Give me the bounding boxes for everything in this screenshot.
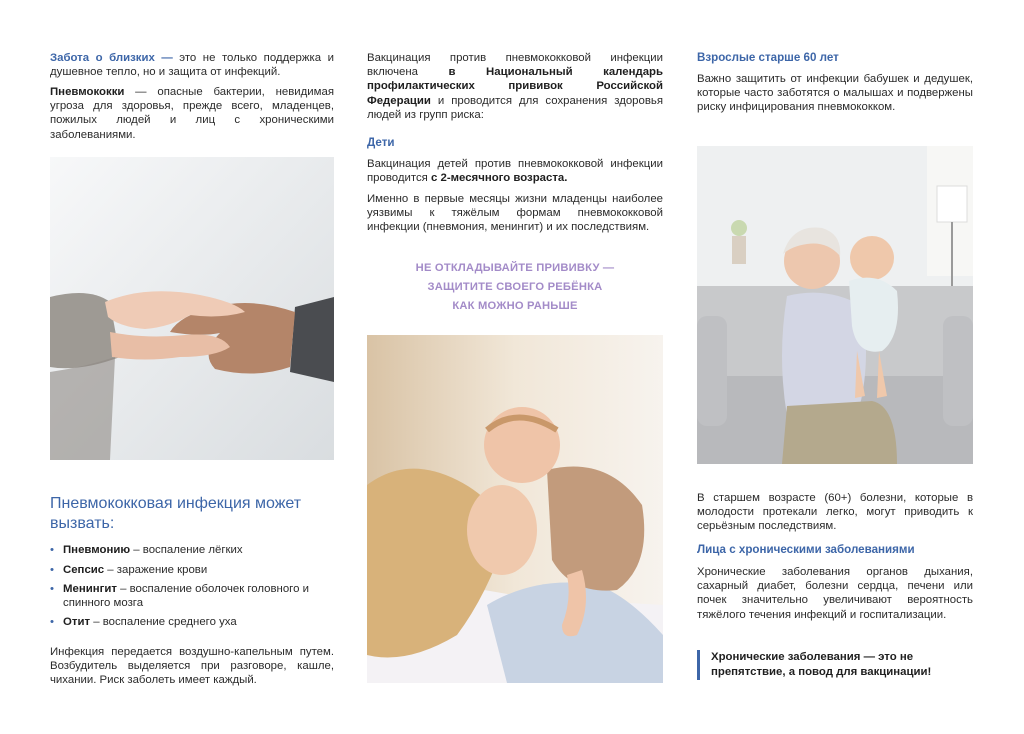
intro-part-a: Вакцинация против пневмококковой инфекции включена (367, 52, 663, 79)
slogan-line-1: НЕ ОТКЛАДЫВАЙТЕ ПРИВИВКУ — (415, 262, 615, 274)
chronic-quote: Хронические заболевания — это не препятствие, а повод для вакцинации! (697, 650, 951, 680)
list-desc: – заражение крови (104, 563, 208, 576)
children-age: с 2-месячного возраста. (430, 172, 568, 185)
children-paragraph-2: Именно в первые месяцы жизни младенцы наиболее уязвимы к тяжёлым формам пневмококковой инфекции (пневмония, менингит) и их последствиям. (367, 193, 663, 234)
list-term: Пневмонию (63, 544, 131, 556)
children-title: Дети (367, 136, 395, 149)
children-text-a: Вакцинация детей против пневмококковой инфекции проводится (367, 158, 663, 185)
children-paragraph-1 (367, 157, 663, 185)
grandmother-baby-photo (697, 146, 973, 464)
chronic-title: Лица с хроническими заболеваниями (697, 543, 915, 556)
mother-baby-photo (367, 335, 663, 683)
transmission-paragraph: Инфекция передается воздушно-капельным путем. Возбудитель выделяется при разговоре, кашле, чихании. Риск заболеть имеет каждый. (50, 646, 334, 687)
chronic-paragraph: Хронические заболевания органов дыхания, сахарный диабет, болезни сердца, печени или почек значительно увеличивают вероятность тяжёлого течения инфекций и госпитализации. (697, 566, 973, 621)
list-term: Отит (63, 616, 91, 629)
complications-list (50, 544, 334, 636)
list-term: Сепсис (63, 563, 105, 576)
slogan (367, 259, 663, 316)
grandmother-baby-illustration (697, 146, 973, 464)
pneumococci-term: Пневмококки (50, 86, 125, 98)
care-text: это не только поддержка и душевное тепло, но и защита от инфекций. (50, 52, 334, 79)
list-item (50, 583, 334, 610)
intro-part-c: и проводится для сохранения здоровья людей из групп риска: (367, 94, 663, 121)
care-paragraph (50, 51, 334, 79)
list-item (50, 564, 334, 578)
pneumococci-text: — опасные бактерии, невидимая угроза для здоровья, прежде всего, младенцев, пожилых людей и лиц с хроническими заболеваниями. (50, 86, 334, 141)
mother-baby-illustration (367, 335, 663, 683)
care-lead: Забота о близких — (50, 52, 173, 64)
pneumococci-paragraph (50, 85, 334, 142)
infection-section-title: Пневмококковая инфекция может вызвать: (50, 495, 302, 532)
elderly-paragraph: В старшем возрасте (60+) болезни, которые в молодости протекали легко, могут приводить к серьёзным последствиям. (697, 492, 973, 533)
national-calendar: в Национальный календарь профилактических прививок Российской Федерации (367, 66, 663, 107)
adults-title: Взрослые старше 60 лет (697, 51, 839, 64)
list-term: Менингит (63, 583, 117, 596)
hands-photo (50, 157, 334, 460)
list-desc: – воспаление лёгких (130, 544, 243, 556)
vaccination-intro (367, 51, 663, 122)
slogan-line-2: ЗАЩИТИТЕ СВОЕГО РЕБЁНКА (427, 281, 603, 293)
list-item (50, 544, 334, 558)
slogan-line-3: КАК МОЖНО РАНЬШЕ (452, 300, 578, 312)
adults-paragraph: Важно защитить от инфекции бабушек и дедушек, которые часто заботятся о малышах и подвержены риску инфицирования пневмококком. (697, 73, 973, 114)
list-desc: – воспаление оболочек головного и спинного мозга (63, 583, 309, 609)
list-desc: – воспаление среднего уха (90, 616, 237, 629)
hands-illustration (50, 157, 334, 460)
list-item (50, 616, 334, 630)
